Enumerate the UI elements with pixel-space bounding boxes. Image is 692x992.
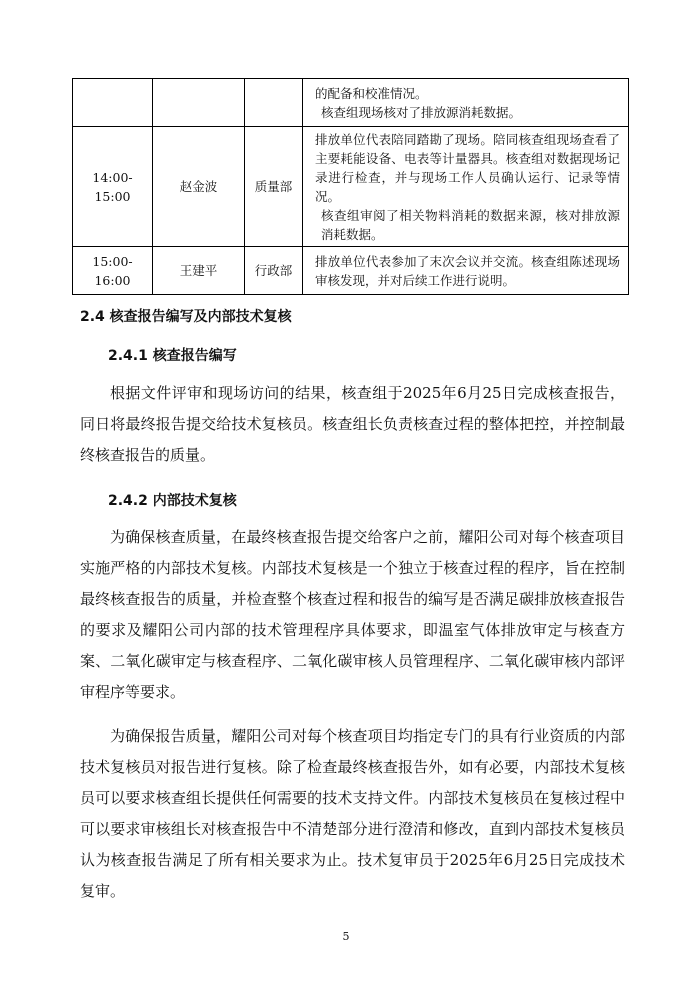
time-range: 14:00-15:00 [92, 169, 133, 204]
time-cell [73, 127, 153, 247]
department-cell [245, 79, 303, 127]
department-cell: 行政部 [245, 247, 303, 295]
description-line: 排放单位代表陪同踏勘了现场。陪同核查组现场查看了主要耗能设备、电表等计量器具。核查组对数据现场记录进行检查，并与现场工作人员确认运行、记录等情况。 [315, 131, 620, 204]
subsection-heading: 2.4.1 核查报告编写 [108, 348, 237, 364]
body-paragraph: 为确保报告质量，耀阳公司对每个核查项目均指定专门的具有行业资质的内部技术复核员对报告进行复核。除了检查最终核查报告外，如有必要，内部技术复核员可以要求核查组长提供任何需要的技术支持文件。内部技术复核员在复核过程中可以要求审核组长对核查报告中不清楚部分进行澄清和修改，直到内部技术复核员认为核查报告满足了所有相关要求为止。技术复审员于2025年6月25日完成技术复审。 [80, 727, 625, 900]
description-cell [303, 247, 629, 295]
visit-schedule-table [72, 78, 629, 295]
description-line: 排放单位代表参加了末次会议并交流。核查组陈述现场审核发现，并对后续工作进行说明。 [315, 253, 620, 288]
table-row [73, 79, 629, 127]
person-cell: 王建平 [153, 247, 245, 295]
table-row [73, 127, 629, 247]
subsection-heading: 2.4.2 内部技术复核 [108, 493, 237, 509]
page-number: 5 [342, 930, 350, 943]
time-range: 15:00-16:00 [92, 253, 133, 288]
person-cell [153, 79, 245, 127]
description-cell [303, 79, 629, 127]
description-line: 的配备和校准情况。 [315, 85, 428, 101]
time-cell [73, 79, 153, 127]
table-row [73, 247, 629, 295]
section-heading: 2.4 核查报告编写及内部技术复核 [80, 309, 292, 325]
description-cell [303, 127, 629, 247]
description-line: 核查组审阅了相关物料消耗的数据来源，核对排放源消耗数据。 [321, 207, 620, 242]
person-cell: 赵金波 [153, 127, 245, 247]
department-cell: 质量部 [245, 127, 303, 247]
body-paragraph: 根据文件评审和现场访问的结果，核查组于2025年6月25日完成核查报告，同日将最终报告提交给技术复核员。核查组长负责核查过程的整体把控，并控制最终核查报告的质量。 [80, 384, 625, 464]
description-line: 核查组现场核对了排放源消耗数据。 [321, 104, 522, 120]
time-cell [73, 247, 153, 295]
body-paragraph: 为确保核查质量，在最终核查报告提交给客户之前，耀阳公司对每个核查项目实施严格的内部技术复核。内部技术复核是一个独立于核查过程的程序，旨在控制最终核查报告的质量，并检查整个核查过程和报告的编写是否满足碳排放核查报告的要求及耀阳公司内部的技术管理程序具体要求，即温室气体排放审定与核查方案、二氧化碳审定与核查程序、二氧化碳审核人员管理程序、二氧化碳审核内部评审程序等要求。 [80, 528, 625, 701]
